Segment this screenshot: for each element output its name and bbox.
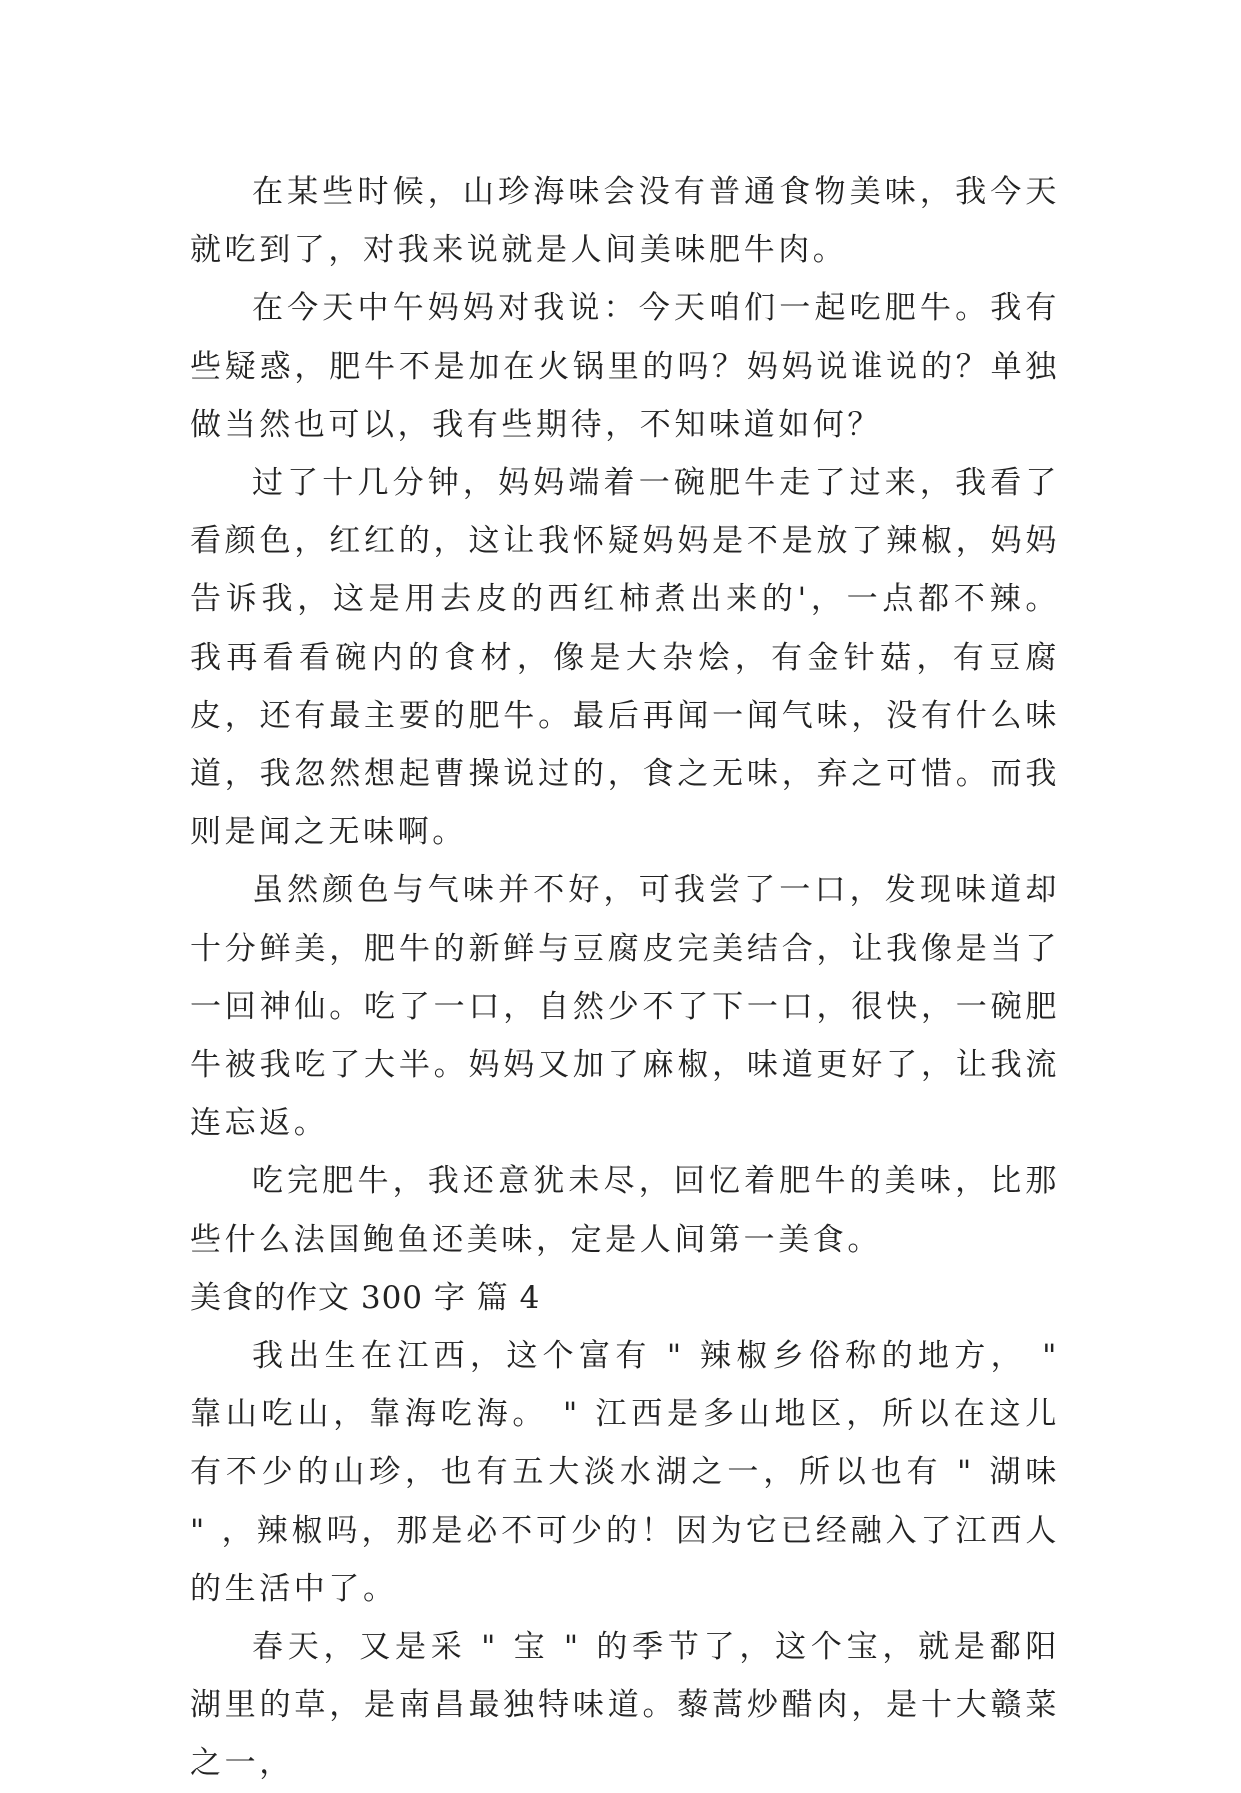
paragraph-dish: 过了十几分钟，妈妈端着一碗肥牛走了过来，我看了看颜色，红红的，这让我怀疑妈妈是不是放了辣椒，妈妈告诉我，这是用去皮的西红柿煮出来的'，一点都不辣。我再看看碗内的食材，像是大杂烩，有金针菇，有豆腐皮，还有最主要的肥牛。最后再闻一闻气味，没有什么味道，我忽然想起曹操说过的，食之无味，弃之可惜。而我则是闻之无味啊。	[190, 465, 1060, 851]
paragraph-jiangxi: 我出生在江西，这个富有 " 辣椒乡俗称的地方， " 靠山吃山，靠海吃海。 " 江西是多山地区，所以在这儿有不少的山珍，也有五大淡水湖之一，所以也有 " 湖味 " ，辣椒吗，那是必不可少的！因为它已经融入了江西人的生活中了。	[190, 1338, 1060, 1607]
paragraph-spring: 春天，又是采 " 宝 " 的季节了，这个宝，就是鄱阳湖里的草，是南昌最独特味道。藜蒿炒醋肉，是十大赣菜之一，	[190, 1629, 1060, 1782]
paragraph-intro: 在某些时候，山珍海味会没有普通食物美味，我今天就吃到了，对我来说就是人间美味肥牛肉。	[190, 174, 1060, 269]
paragraph-noon: 在今天中午妈妈对我说：今天咱们一起吃肥牛。我有些疑惑，肥牛不是加在火锅里的吗？妈妈说谁说的？单独做当然也可以，我有些期待，不知味道如何？	[190, 290, 1060, 443]
section-heading: 美食的作文 300 字 篇 4	[190, 1279, 541, 1316]
paragraph-taste: 虽然颜色与气味并不好，可我尝了一口，发现味道却十分鲜美，肥牛的新鲜与豆腐皮完美结合，让我像是当了一回神仙。吃了一口，自然少不了下一口，很快，一碗肥牛被我吃了大半。妈妈又加了麻椒，味道更好了，让我流连忘返。	[190, 872, 1060, 1142]
document-body	[190, 163, 1060, 1793]
paragraph-conclusion: 吃完肥牛，我还意犹未尽，回忆着肥牛的美味，比那些什么法国鲍鱼还美味，定是人间第一美食。	[190, 1163, 1060, 1258]
